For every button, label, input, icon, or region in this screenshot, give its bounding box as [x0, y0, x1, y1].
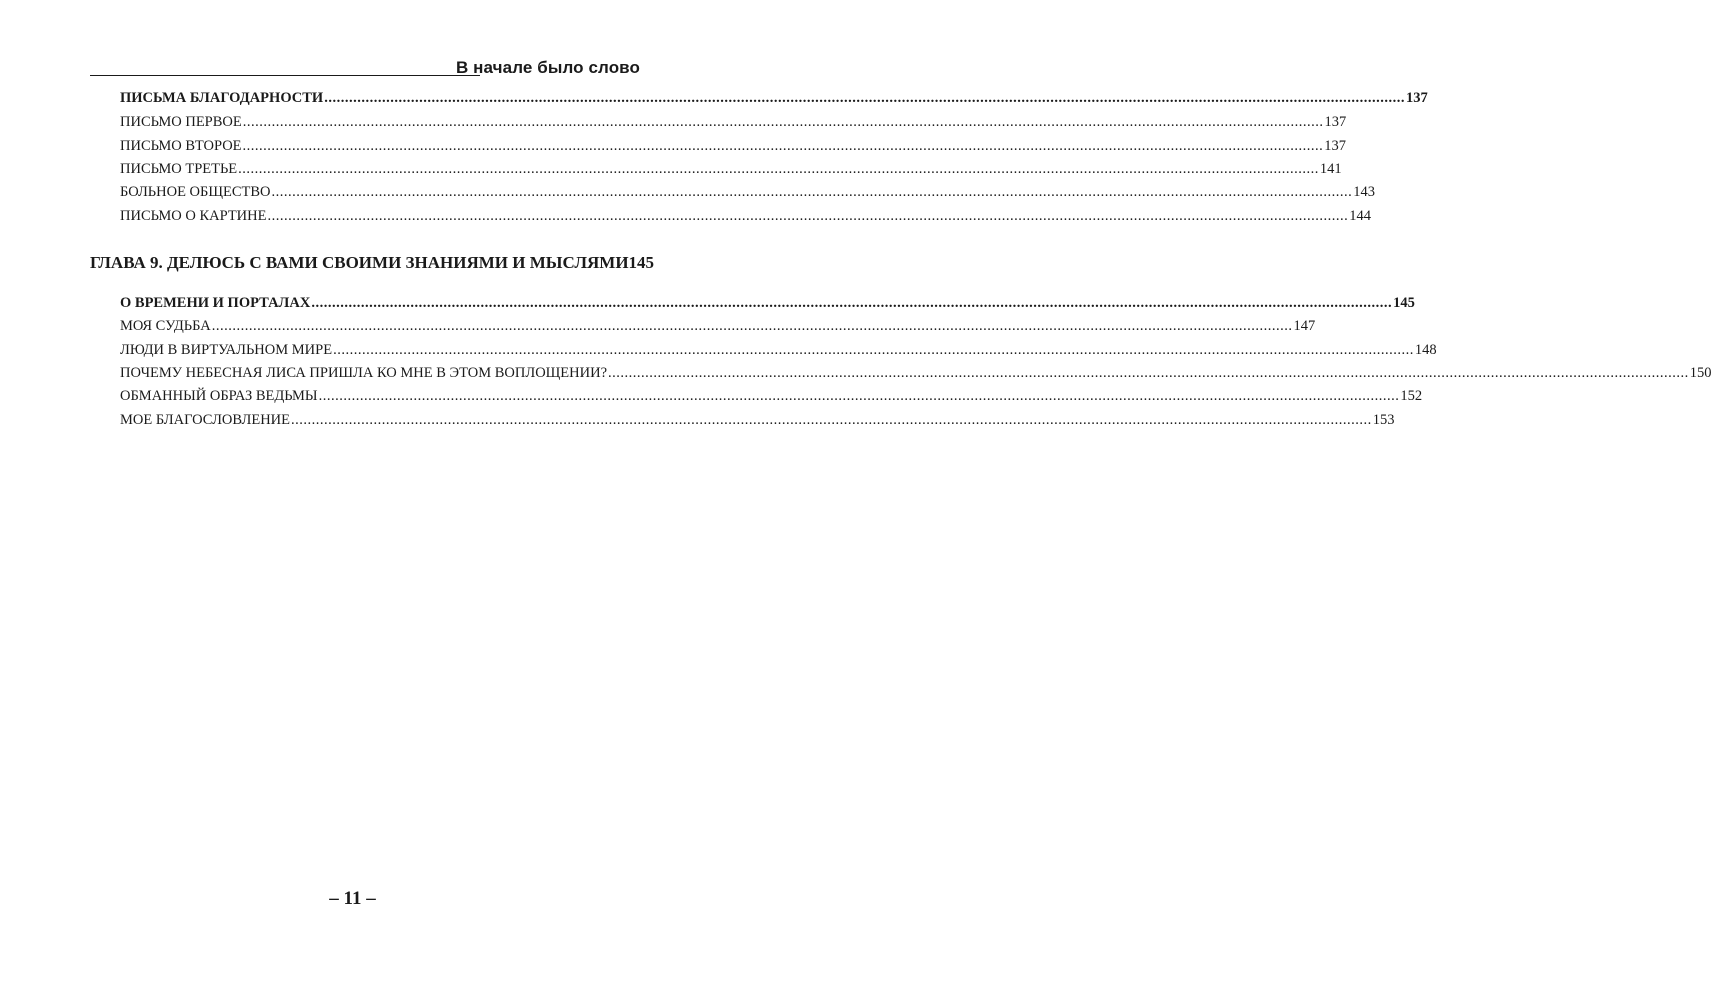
toc-entry-label: ПОЧЕМУ НЕБЕСНАЯ ЛИСА ПРИШЛА КО МНЕ В ЭТОМ ВОПЛОЩЕНИИ?	[120, 365, 608, 381]
toc-entry	[120, 114, 1347, 131]
toc-page-number: 141	[1319, 161, 1342, 177]
toc-entry-label: ПИСЬМО О КАРТИНЕ	[120, 208, 267, 224]
toc-entry	[120, 342, 1437, 359]
toc-dot-leader	[311, 295, 1392, 312]
toc-entry-label: МОЯ СУДЬБА	[120, 318, 211, 334]
toc-dot-leader	[333, 342, 1414, 359]
toc-page-number: 143	[1353, 184, 1376, 200]
toc-entry-label: МОЕ БЛАГОСЛОВЛЕНИЕ	[120, 412, 291, 428]
toc-page-number: 145	[1393, 295, 1415, 311]
running-title: В начале было слово	[455, 58, 640, 77]
toc-dot-leader	[243, 138, 1324, 155]
toc-page-number: 150	[1689, 365, 1712, 381]
toc-entry-label: ОБМАННЫЙ ОБРАЗ ВЕДЬМЫ	[120, 388, 318, 404]
toc-entry-label: ЛЮДИ В ВИРТУАЛЬНОМ МИРЕ	[120, 342, 333, 358]
toc-dot-leader	[243, 114, 1324, 131]
toc-entry-label: ПИСЬМО ПЕРВОЕ	[120, 114, 242, 130]
toc-entry	[120, 138, 1347, 155]
toc-page-number: 148	[1414, 342, 1437, 358]
toc-entry	[120, 412, 1395, 429]
toc-entry-label: ПИСЬМО ВТОРОЕ	[120, 138, 242, 154]
toc-dot-leader	[238, 161, 1319, 178]
toc-dot-leader	[212, 318, 1293, 335]
toc-section-letters-of-gratitude	[120, 90, 1428, 107]
toc-page-number: 137	[1324, 114, 1347, 130]
toc-section-label: ПИСЬМА БЛАГОДАРНОСТИ	[120, 90, 324, 106]
toc-page-number: 144	[1349, 208, 1371, 224]
toc-dot-leader	[319, 388, 1400, 405]
toc-entry	[120, 184, 1376, 201]
toc-entry	[120, 388, 1423, 405]
toc-entry-label: ПИСЬМО ТРЕТЬЕ	[120, 161, 238, 177]
toc-entry-label: БОЛЬНОЕ ОБЩЕСТВО	[120, 184, 271, 200]
toc-dot-leader	[324, 90, 1405, 107]
toc-section-time-and-portals	[120, 295, 1415, 312]
header-rule	[90, 75, 480, 76]
toc-section-label: О ВРЕМЕНИ И ПОРТАЛАХ	[120, 295, 311, 311]
toc-dot-leader	[291, 412, 1372, 429]
toc-page-number: 153	[1372, 412, 1395, 428]
toc-dot-leader	[268, 208, 1349, 225]
toc-entry	[120, 161, 1342, 178]
toc-entry	[120, 365, 1712, 382]
toc-dot-leader	[272, 184, 1353, 201]
toc-entry	[120, 208, 1371, 225]
toc-page-number: 137	[1405, 90, 1428, 106]
toc-entry	[120, 318, 1316, 335]
running-header	[90, 58, 640, 84]
toc-page-number: 137	[1324, 138, 1347, 154]
toc-chapter-label: ГЛАВА 9. ДЕЛЮСЬ С ВАМИ СВОИМИ ЗНАНИЯМИ И МЫСЛЯМИ	[90, 253, 629, 272]
toc-page-number: 147	[1293, 318, 1316, 334]
toc-page-number: 152	[1400, 388, 1423, 404]
toc-chapter-9	[90, 253, 655, 273]
toc-dot-leader	[608, 365, 1689, 382]
toc-page-number: 145	[628, 253, 655, 272]
page-number: – 11 –	[329, 888, 376, 909]
